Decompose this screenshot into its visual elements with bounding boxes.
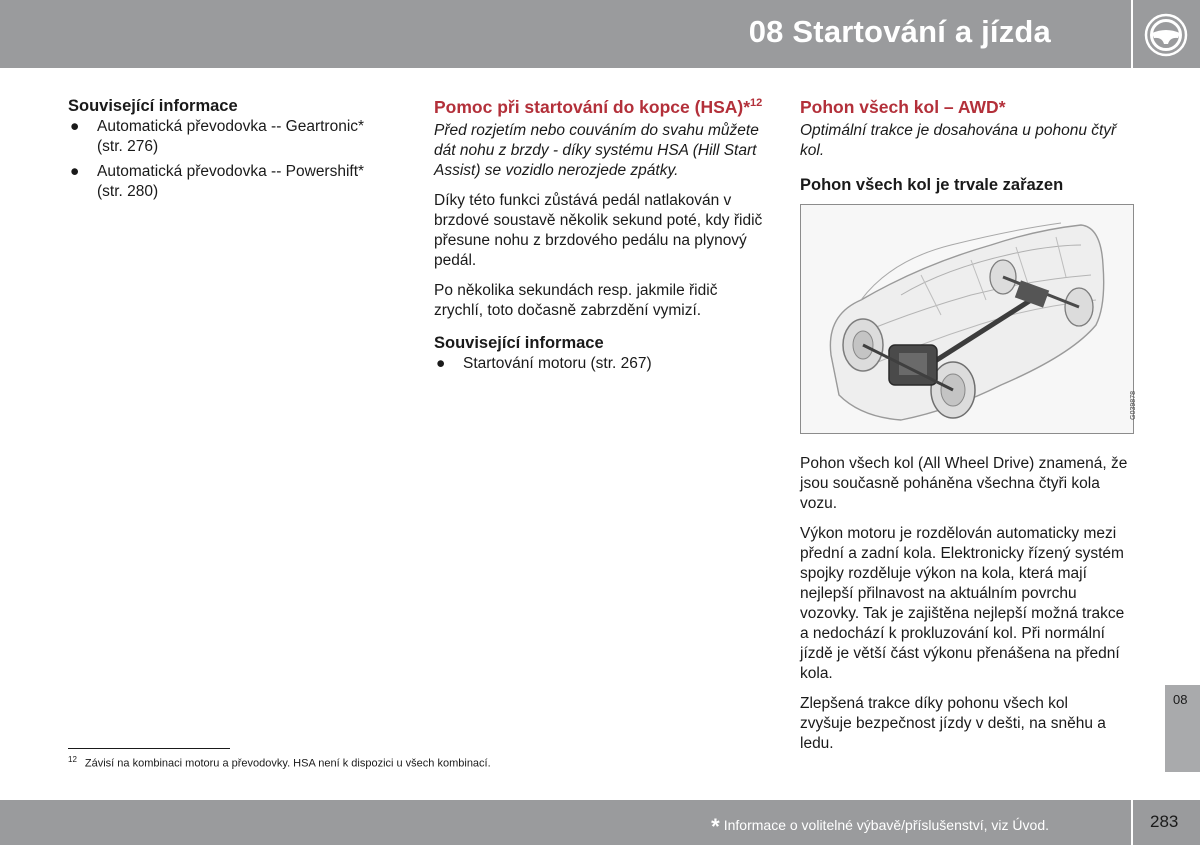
footer-band bbox=[0, 800, 1131, 845]
header-band bbox=[0, 0, 1131, 68]
figure-code: G039878 bbox=[1130, 391, 1137, 420]
bullet-icon: ● bbox=[70, 118, 80, 135]
hsa-title-text: Pomoc při startování do kopce (HSA)* bbox=[434, 97, 751, 117]
awd-subheading: Pohon všech kol je trvale zařazen bbox=[800, 176, 1064, 194]
footnote-text: Závisí na kombinaci motoru a převodovky. HSA není k dispozici u všech kombinací. bbox=[84, 757, 491, 770]
list-item[interactable] bbox=[68, 117, 388, 157]
list-item[interactable] bbox=[68, 162, 388, 202]
page-number: 283 bbox=[1150, 812, 1179, 831]
bullet-icon: ● bbox=[70, 163, 80, 180]
column-related-info bbox=[68, 96, 388, 207]
chapter-tab[interactable] bbox=[1165, 685, 1200, 772]
related-list bbox=[68, 117, 388, 202]
column-hsa bbox=[434, 96, 769, 379]
hsa-title bbox=[434, 96, 769, 118]
footnote bbox=[68, 755, 491, 770]
bullet-icon: ● bbox=[436, 355, 446, 372]
awd-paragraph-3: Zlepšená trakce díky pohonu všech kol zvyšuje bezpečnost jízdy v dešti, na sněhu a ledu. bbox=[800, 695, 1106, 752]
list-item-text: Automatická převodovka -- Geartronic* (str. 276) bbox=[97, 118, 365, 155]
column-awd bbox=[800, 96, 1135, 764]
chapter-title: 08 Startování a jízda bbox=[748, 14, 1051, 49]
awd-intro: Optimální trakce je dosahována u pohonu čtyř kol. bbox=[800, 122, 1117, 159]
related-heading: Související informace bbox=[434, 334, 604, 352]
footer-note-text: Informace o volitelné výbavě/příslušenství, viz Úvod. bbox=[723, 817, 1049, 833]
awd-paragraph-1: Pohon všech kol (All Wheel Drive) znamená, že jsou současně poháněna všechna čtyři kola vozu. bbox=[800, 455, 1128, 512]
related-heading: Související informace bbox=[68, 97, 238, 115]
asterisk-icon: * bbox=[711, 814, 720, 839]
footnote-ref[interactable]: 12 bbox=[750, 97, 763, 110]
car-drivetrain-illustration bbox=[801, 205, 1133, 433]
awd-title: Pohon všech kol – AWD* bbox=[800, 97, 1006, 117]
hsa-paragraph-1: Díky této funkci zůstává pedál natlakován v brzdové soustavě několik sekund poté, kdy řidič přesune nohu z brzdového pedálu na plynový pedál. bbox=[434, 192, 763, 269]
related-list bbox=[434, 354, 769, 374]
awd-paragraph-2: Výkon motoru je rozdělován automaticky mezi přední a zadní kola. Elektronicky řízený systém spojky rozděluje výkon na kola, která mají nejlepší přilnavost na aktuálním povrchu vozovky. Tak je zajištěna nejlepší možná trakce a nedochází k prokluzování kol. Při normální jízdě je větší část výkonu přenášena na přední kola. bbox=[800, 525, 1125, 682]
awd-illustration bbox=[800, 204, 1137, 434]
footnote-divider bbox=[68, 748, 230, 749]
footer-note bbox=[711, 814, 1049, 840]
list-item-text: Automatická převodovka -- Powershift* (str. 280) bbox=[97, 163, 365, 200]
list-item[interactable] bbox=[434, 354, 769, 374]
chapter-tab-label: 08 bbox=[1173, 692, 1188, 707]
footnote-number: 12 bbox=[68, 755, 77, 764]
hsa-intro: Před rozjetím nebo couváním do svahu můžete dát nohu z brzdy - díky systému HSA (Hill Start Assist) se vozidlo nerozjede zpátky. bbox=[434, 122, 759, 179]
hsa-paragraph-2: Po několika sekundách resp. jakmile řidič zrychlí, toto dočasně zabrzdění vymizí. bbox=[434, 282, 718, 319]
list-item-text: Startování motoru (str. 267) bbox=[463, 355, 652, 372]
steering-wheel-icon bbox=[1144, 13, 1188, 57]
